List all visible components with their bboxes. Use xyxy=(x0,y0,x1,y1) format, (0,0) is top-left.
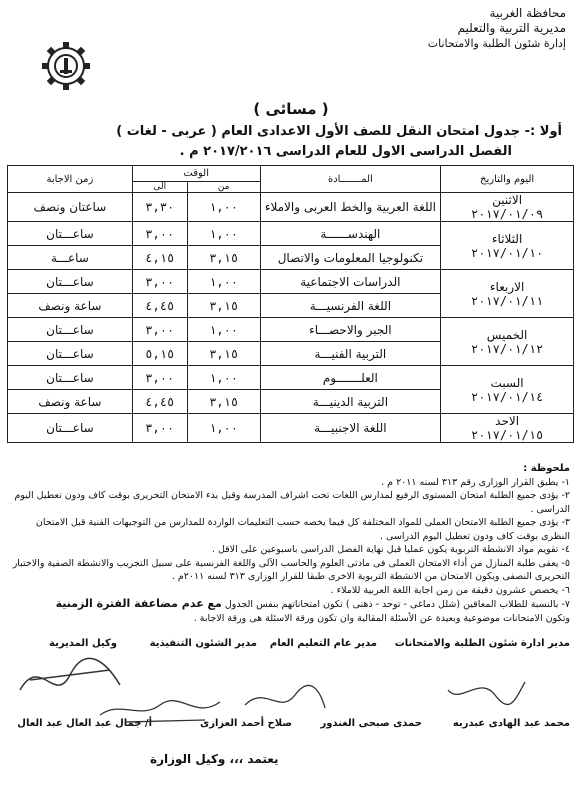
time-to-cell: ٣,٠٠ xyxy=(132,366,187,390)
header-duration: زمن الاجابة xyxy=(8,166,133,193)
subject-cell: الجبر والاحصـــاء xyxy=(260,318,441,342)
subject-cell: التربية الدينيـــة xyxy=(260,390,441,414)
notes-section xyxy=(10,462,570,625)
duration-cell: ساعـــتان xyxy=(8,414,133,443)
time-to-cell: ٤,٤٥ xyxy=(132,390,187,414)
subject-cell: التربية الفنيـــة xyxy=(260,342,441,366)
duration-cell: ساعـــتان xyxy=(8,366,133,390)
time-to-cell: ٣,٠٠ xyxy=(132,270,187,294)
table-row xyxy=(8,222,574,246)
time-to-cell: ٣,٠٠ xyxy=(132,318,187,342)
signature-name: صلاح أحمد العزازى xyxy=(200,718,292,729)
day-name: الثلاثاء xyxy=(491,231,523,246)
signature-title: مدير الشئون التنفيذية xyxy=(149,638,257,649)
duration-cell: ساعة ونصف xyxy=(8,294,133,318)
duration-cell: ساعـــة xyxy=(8,246,133,270)
exam-date: ٢٠١٧/٠١/١٤ xyxy=(470,389,544,404)
duration-cell: ساعـــتان xyxy=(8,318,133,342)
signature-scribble-icon xyxy=(440,670,530,710)
subject-cell: اللغة الفرنسيـــة xyxy=(260,294,441,318)
signature-scribble-icon xyxy=(95,690,225,730)
time-to-cell: ٥,١٥ xyxy=(132,342,187,366)
signature-title: وكيل المديرية xyxy=(49,638,117,649)
schedule-title: أولا :- جدول امتحان النقل للصف الأول الاعدادى العام ( عربى - لغات ) xyxy=(116,124,562,139)
governorate-name: محافظة الغربية xyxy=(489,6,566,20)
time-from-cell: ١,٠٠ xyxy=(187,193,260,222)
note-item: ٥- يعفى طلبة المنازل من أداء الامتحان العملى فى مادتى العلوم والحاسب الآلى واللغة الفرنسية على سبيل التجريب والانشطة الصفية والاختبار التحريرى النصفى ويكون الامتحان من الانشطة التربوية الاخرى طبقا للقرار الوزارى ٣١٣ لسنه ٢٠١١م . xyxy=(12,557,570,582)
letterhead xyxy=(428,6,566,51)
exam-schedule-table xyxy=(7,165,574,443)
duration-cell: ساعتان ونصف xyxy=(8,193,133,222)
header-day-date: اليوم والتاريخ xyxy=(441,166,574,193)
day-name: الاربعاء xyxy=(489,279,525,294)
time-from-cell: ٣,١٥ xyxy=(187,246,260,270)
signature-scribble-icon xyxy=(240,680,330,720)
day-date-cell xyxy=(441,366,574,414)
subject-cell: العلـــــــوم xyxy=(260,366,441,390)
day-name: السبت xyxy=(490,375,524,390)
signature-title: مدير عام التعليم العام xyxy=(269,638,377,649)
header-from: من xyxy=(187,182,260,193)
time-from-cell: ٣,١٥ xyxy=(187,294,260,318)
header-to: الى xyxy=(132,182,187,193)
day-date-cell xyxy=(441,193,574,222)
day-date-cell xyxy=(441,414,574,443)
time-from-cell: ٣,١٥ xyxy=(187,342,260,366)
signature-name: حمدى صبحى الغندور xyxy=(320,718,422,729)
note-item-text: ٧- بالنسبة للطلاب المعاقين (شلل دماغى - توحد - ذهنى ) تكون امتحاناتهم بنفس الجدول xyxy=(224,599,570,610)
exam-date: ٢٠١٧/٠١/١٥ xyxy=(470,428,544,442)
signature-name: محمد عبد الهادى عبدربه xyxy=(452,718,570,729)
session-tag: ( مسائى ) xyxy=(253,100,329,118)
table-row xyxy=(8,366,574,390)
signature-name: أ/ جمال عبد العال عبد العال xyxy=(17,718,152,729)
table-row xyxy=(8,414,574,443)
day-date-cell xyxy=(441,222,574,270)
schedule-body xyxy=(8,193,574,443)
duration-cell: ساعـــتان xyxy=(8,270,133,294)
time-from-cell: ٣,١٥ xyxy=(187,390,260,414)
note-item xyxy=(10,597,570,612)
time-from-cell: ١,٠٠ xyxy=(187,414,260,443)
exam-date: ٢٠١٧/٠١/٠٩ xyxy=(470,207,544,221)
header-subject: المـــــــادة xyxy=(260,166,441,193)
schedule-subtitle: الفصل الدراسى الاول للعام الدراسى ٢٠١٧/٢٠١٦ م . xyxy=(179,144,512,159)
time-from-cell: ١,٠٠ xyxy=(187,366,260,390)
table-row xyxy=(8,193,574,222)
time-from-cell: ١,٠٠ xyxy=(187,318,260,342)
duration-cell: ساعـــتان xyxy=(8,222,133,246)
header-time: الوقت xyxy=(132,166,260,182)
note-item: ٦- يخصص عشرون دقيقة من زمن اجابة اللغة العربية للاملاء . xyxy=(330,584,570,596)
note-item: ٤- تقويم مواد الانشطة التربوية يكون عمليا قبل نهاية الفصل الدراسى باسبوعين على الاقل . xyxy=(211,544,570,555)
duration-cell: ساعـــتان xyxy=(8,342,133,366)
duration-cell: ساعة ونصف xyxy=(8,390,133,414)
subject-cell: اللغة الاجنبيـــة xyxy=(260,414,441,443)
note-item: وتكون الامتحانات موضوعية وبعيدة عن الأسئلة المقالية وان تكون ورقة الاسئلة هى ورقة الاجابة . xyxy=(193,612,570,624)
signature-title: مدير ادارة شئون الطلبة والامتحانات xyxy=(394,638,570,649)
exam-date: ٢٠١٧/٠١/١٢ xyxy=(470,341,544,356)
subject-cell: اللغة العربية والخط العربى والاملاء xyxy=(260,193,441,222)
table-row xyxy=(8,318,574,342)
note-item: ٣- يؤدى جميع الطلبة الامتحان العملى للمواد المختلفة كل فيما يخصه حسب التعليمات الواردة للمدارس من التوجيهات الفنية قبل الامتحان النظرى بوقت كاف ودون تعطيل اليوم الدراسى . xyxy=(35,517,570,542)
table-row xyxy=(8,270,574,294)
note-emphasis: مع عدم مضاعفة الفترة الزمنية xyxy=(55,597,222,610)
day-name: الخميس xyxy=(486,327,528,342)
note-item: ٢- يؤدى جميع الطلبة امتحان المستوى الرفيع لمدارس اللغات تحت اشراف المدرسة وقبل بدء الامتحان التحريرى بوقت كاف ودون تعطيل اليوم الدراسى . xyxy=(14,490,570,515)
time-from-cell: ١,٠٠ xyxy=(187,270,260,294)
note-item: ١- يطبق القرار الوزارى رقم ٣١٣ لسنه ٢٠١١ م . xyxy=(381,476,570,488)
day-date-cell xyxy=(441,270,574,318)
time-from-cell: ١,٠٠ xyxy=(187,222,260,246)
directorate-name: مديرية التربية والتعليم xyxy=(457,21,566,35)
exam-date: ٢٠١٧/٠١/١١ xyxy=(470,293,544,308)
subject-cell: الهندســــــة xyxy=(260,222,441,246)
department-name: إدارة شئون الطلبة والامتحانات xyxy=(427,37,566,50)
time-to-cell: ٣,٣٠ xyxy=(132,193,187,222)
day-date-cell xyxy=(441,318,574,366)
notes-heading: ملحوظة : xyxy=(523,463,570,474)
gear-emblem-icon xyxy=(40,40,92,92)
time-to-cell: ٣,٠٠ xyxy=(132,414,187,443)
day-name: الاحد xyxy=(495,414,520,428)
time-to-cell: ٤,٤٥ xyxy=(132,294,187,318)
time-to-cell: ٤,١٥ xyxy=(132,246,187,270)
exam-date: ٢٠١٧/٠١/١٠ xyxy=(470,245,544,260)
day-name: الاثنين xyxy=(492,193,523,207)
subject-cell: تكنولوجيا المعلومات والاتصال xyxy=(260,246,441,270)
approval-line: يعتمد ،،، وكيل الوزارة xyxy=(150,752,279,766)
subject-cell: الدراسات الاجتماعية xyxy=(260,270,441,294)
time-to-cell: ٣,٠٠ xyxy=(132,222,187,246)
